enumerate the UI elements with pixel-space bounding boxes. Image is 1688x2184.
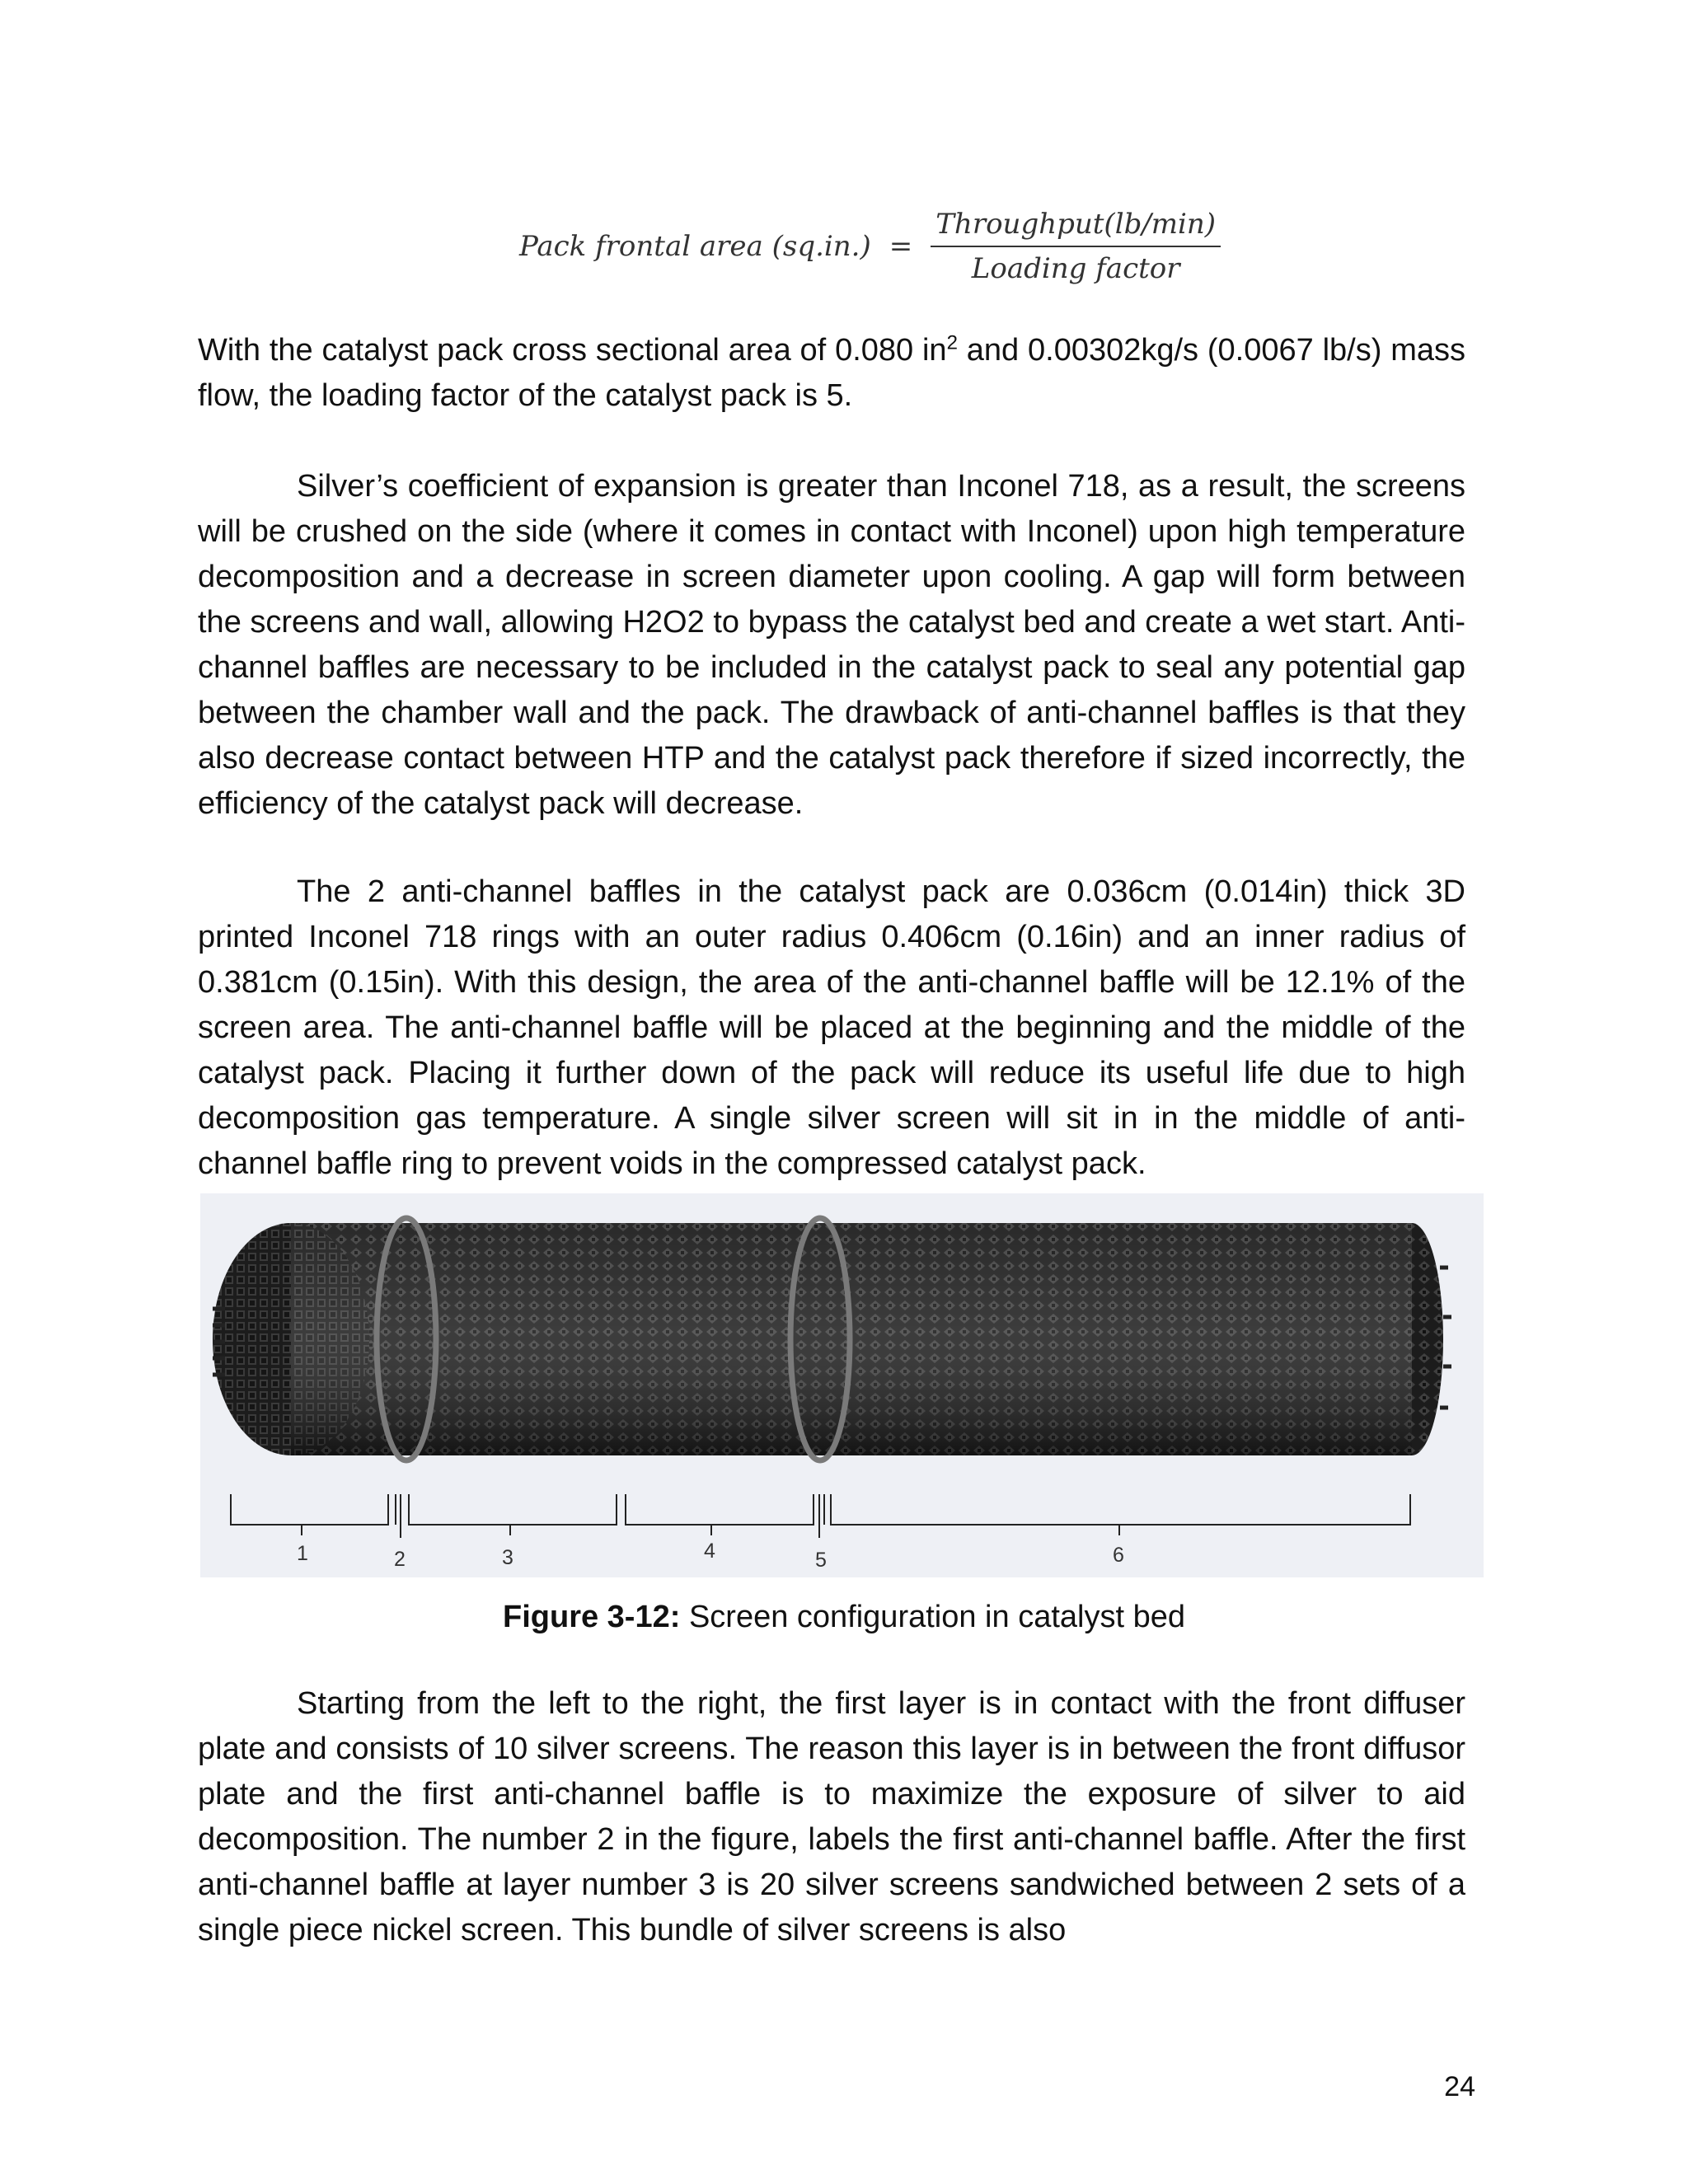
layer-label-6: 6	[1113, 1544, 1124, 1567]
layer-label-3: 3	[502, 1546, 513, 1569]
catalyst-bed-figure	[200, 1193, 1484, 1577]
layer-label-1: 1	[297, 1542, 308, 1565]
equation-numerator: Throughput(lb/min)	[931, 208, 1221, 247]
figure-caption-label: Figure 3-12:	[503, 1600, 681, 1634]
paragraph-loading-factor	[198, 328, 1465, 419]
catalyst-pack-illustration	[200, 1193, 1484, 1577]
paragraph-layer-description: Starting from the left to the right, the first layer is in contact with the front diffuser plate and consists of 10 silver screens. The reason this layer is in between the front diffusor plate and the first anti-channel baffle is to maximize the exposure of silver to aid decomposition. The number 2 in the figure, labels the first anti-channel baffle. After the first anti-channel baffle at layer number 3 is 20 silver screens sandwiched between 2 sets of a single piece nickel screen. This bundle of silver screens is also	[198, 1686, 1465, 1947]
p1-superscript: 2	[946, 331, 958, 354]
layer-brackets	[231, 1494, 1410, 1538]
figure-caption-text: Screen configuration in catalyst bed	[680, 1600, 1185, 1634]
layer-label-5: 5	[815, 1549, 827, 1572]
equation-equals: =	[889, 230, 913, 263]
paragraph-expansion: Silver’s coefficient of expansion is greater than Inconel 718, as a result, the screens will be crushed on the side (where it comes in contact with Inconel) upon high temperature decomposition and a decrease in screen diameter upon cooling. A gap will form between the screens and wall, allowing H2O2 to bypass the catalyst bed and create a wet start. Anti-channel baffles are necessary to be included in the catalyst pack to seal any potential gap between the chamber wall and the pack. The drawback of anti-channel baffles is that they also decrease contact between HTP and the catalyst pack therefore if sized incorrectly, the efficiency of the catalyst pack will decrease.	[198, 469, 1465, 821]
equation-fraction	[931, 208, 1221, 285]
p1-text-a: With the catalyst pack cross sectional area of 0.080 in	[198, 333, 947, 368]
page-number: 24	[1444, 2071, 1475, 2102]
equation-lhs: Pack frontal area (sq.in.)	[519, 230, 871, 263]
paragraph-baffles: The 2 anti-channel baffles in the catalyst pack are 0.036cm (0.014in) thick 3D printed Inconel 718 rings with an outer radius 0.406cm (0.16in) and an inner radius of 0.381cm (0.15in). With this design, the area of the anti-channel baffle will be 12.1% of the screen area. The anti-channel baffle will be placed at the beginning and the middle of the catalyst pack. Placing it further down of the pack will reduce its useful life due to high decomposition gas temperature. A single silver screen will sit in in the middle of anti-channel baffle ring to prevent voids in the compressed catalyst pack.	[198, 874, 1465, 1181]
p1-text-b: and 0.00302kg/s (0.0067 lb/s) mass flow, the loading factor of the catalyst pack is 5.	[198, 333, 1465, 413]
equation-denominator: Loading factor	[971, 252, 1180, 285]
layer-label-4: 4	[704, 1540, 715, 1563]
figure-caption	[0, 1595, 1688, 1640]
loading-factor-equation	[519, 208, 1221, 285]
layer-label-2: 2	[394, 1548, 406, 1571]
